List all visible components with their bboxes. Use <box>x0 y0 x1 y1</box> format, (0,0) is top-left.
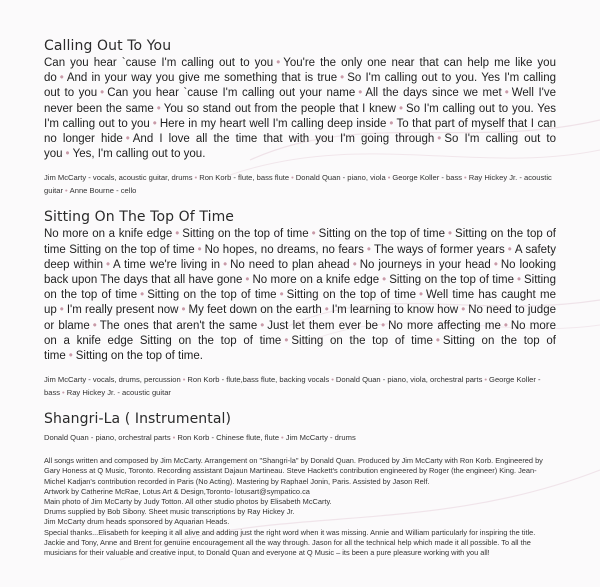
bullet-separator: • <box>331 375 334 385</box>
bullet-separator: • <box>260 319 265 332</box>
notes-paragraph: All songs written and composed by Jim McCarty. Arrangement on "Shangri-la" by Donald Quan. Produced by Jim McCarty with Ron Korb. Engineered by Gary Honess at Q Music, Toronto. Recording assistant Dajaun Martineau. Steve Hackett's contribution engineered by Roger (the engineer) King. Jean-Michel Kadjan's contribution recorded in Paris (No Acting). Mastering by Raphael Jonin, Paris. Assisted by Jason Relf. <box>44 456 543 486</box>
list-item: My feet down on the earth <box>188 304 322 317</box>
list-item: Donald Quan - piano, viola, orchestral parts <box>335 375 483 385</box>
list-item: A safety deep within <box>44 243 556 271</box>
list-item: And in your way you give me something that is true <box>66 72 338 85</box>
list-item: No more on a knife edge Sitting on the top of time <box>44 319 556 347</box>
list-item: You so stand out from the people that I knew <box>163 102 396 115</box>
liner-notes-page <box>44 38 556 558</box>
song-title: Shangri-La ( Instrumental) <box>44 411 232 428</box>
list-item: Donald Quan - piano, viola <box>295 173 386 183</box>
bullet-separator: • <box>140 289 145 302</box>
list-item: Sitting on the top of time <box>44 274 556 302</box>
list-item: Sitting on the top of time <box>291 334 433 347</box>
bullet-separator: • <box>62 388 65 398</box>
bullet-separator: • <box>152 117 157 130</box>
list-item: Ray Hickey Jr. - acoustic guitar <box>66 388 171 398</box>
bullet-separator: • <box>435 334 440 347</box>
song-lyrics <box>44 56 556 162</box>
bullet-separator: • <box>125 133 130 146</box>
list-item: Just let them ever be <box>267 319 379 332</box>
list-item: Yes, I'm calling out to you. <box>72 148 206 161</box>
song-section-2 <box>44 209 556 399</box>
list-item: A time we're living in <box>113 258 221 271</box>
song-credits <box>44 373 556 399</box>
bullet-separator: • <box>448 228 453 241</box>
song-title: Sitting On The Top Of Time <box>44 209 235 226</box>
bullet-separator: • <box>504 87 509 100</box>
list-item: I'm learning to know how <box>331 304 459 317</box>
list-item: Sitting on the top of time <box>147 289 277 302</box>
bullet-separator: • <box>223 258 228 271</box>
list-item: And I love all the time that with you I'm going through <box>132 133 435 146</box>
bullet-separator: • <box>172 433 176 443</box>
list-item: No journeys in your head <box>359 258 491 271</box>
bullet-separator: • <box>100 87 105 100</box>
bullet-separator: • <box>398 102 403 115</box>
bullet-separator: • <box>516 274 521 287</box>
bullet-separator: • <box>284 334 289 347</box>
list-item: Anne Bourne - cello <box>69 186 137 196</box>
bullet-separator: • <box>387 173 391 183</box>
list-item: George Koller - bass <box>392 173 463 183</box>
album-notes <box>44 456 556 558</box>
song-title: Calling Out To You <box>44 38 172 54</box>
list-item: Ron Korb - Chinese flute, flute <box>177 433 280 443</box>
list-item: Sitting on the top of time Sitting on the top of time <box>44 228 556 256</box>
bullet-separator: • <box>503 319 508 332</box>
bullet-separator: • <box>68 350 73 363</box>
bullet-separator: • <box>175 228 180 241</box>
bullet-separator: • <box>245 274 250 287</box>
bullet-separator: • <box>389 117 394 130</box>
song-credits <box>44 431 556 444</box>
bullet-separator: • <box>182 375 186 385</box>
song-lyrics <box>44 227 556 364</box>
list-item: No more affecting me <box>388 319 501 332</box>
list-item: The ones that aren't the same <box>99 319 258 332</box>
bullet-separator: • <box>352 258 357 271</box>
bullet-separator: • <box>493 258 498 271</box>
list-item: Can you hear `cause I'm calling out your name <box>107 87 356 100</box>
list-item: So I'm calling out to you. Yes I'm calling out to you <box>44 72 556 100</box>
list-item: The ways of former years <box>373 243 505 256</box>
list-item: Sitting on the top of time <box>182 228 309 241</box>
list-item: Well I've never been the same <box>44 87 556 115</box>
bullet-separator: • <box>105 258 111 271</box>
list-item: No hopes, no dreams, no fears <box>204 243 364 256</box>
bullet-separator: • <box>340 72 345 85</box>
notes-paragraph: Main photo of Jim McCarty by Judy Totton. All other studio photos by Elisabeth McCarty. <box>44 497 332 507</box>
list-item: Jim McCarty - drums <box>285 433 356 443</box>
bullet-separator: • <box>59 72 64 85</box>
bullet-separator: • <box>464 173 467 183</box>
bullet-separator: • <box>181 304 186 317</box>
list-item: Sitting on the top of time <box>44 334 556 363</box>
bullet-separator: • <box>65 186 68 196</box>
list-item: Jim McCarty - vocals, drums, percussion <box>44 375 181 385</box>
notes-paragraph: Special thanks...Elisabeth for keeping it all alive and adding just the right word when it was missing. Annie and William particularly for inspiring the title. Jackie and Tony, Anne and Brent for genuine encouragement all the way through. Jason for all the technical help which made it all possible. To all the musicians for their valuable and creative input, to Donald Quan and everyone at Q Music – its been a pure pleasure working with you all! <box>44 527 536 558</box>
bullet-separator: • <box>291 173 294 183</box>
bullet-separator: • <box>156 102 161 115</box>
list-item: Sitting on the top of time <box>389 274 514 287</box>
list-item: No need to judge or blame <box>44 304 556 332</box>
bullet-separator: • <box>276 57 281 69</box>
bullet-separator: • <box>197 243 202 256</box>
bullet-separator: • <box>194 173 198 183</box>
list-item: No more on a knife edge <box>44 228 173 241</box>
list-item: You're the only one near that can help me like you do <box>44 57 556 85</box>
bullet-separator: • <box>311 228 316 241</box>
song-section-3 <box>44 411 556 444</box>
list-item: I'm really present now <box>66 304 179 317</box>
list-item: Sitting on the top of time <box>286 289 416 302</box>
bullet-separator: • <box>418 289 423 302</box>
bullet-separator: • <box>437 133 442 146</box>
bullet-separator: • <box>279 289 284 302</box>
bullet-separator: • <box>358 87 363 100</box>
list-item: No looking back upon The days that all have gone <box>44 258 556 287</box>
list-item: No need to plan ahead <box>230 258 350 271</box>
bullet-separator: • <box>366 243 371 256</box>
bullet-separator: • <box>382 274 387 287</box>
song-section-1 <box>44 38 556 197</box>
list-item: Sitting on the top of time. <box>75 350 203 363</box>
bullet-separator: • <box>281 433 284 443</box>
bullet-separator: • <box>461 304 466 317</box>
song-credits <box>44 171 556 197</box>
notes-paragraph: Artwork by Catherine McRae, Lotus Art & Design,Toronto- lotusart@sympatico.ca <box>44 486 310 496</box>
list-item: Well time has caught me up <box>44 289 556 317</box>
bullet-separator: • <box>92 319 97 332</box>
list-item: Jim McCarty - vocals, acoustic guitar, drums <box>44 173 193 183</box>
list-item: Can you hear `cause I'm calling out to you <box>44 57 274 69</box>
bullet-separator: • <box>484 375 488 385</box>
list-item: Donald Quan - piano, orchestral parts <box>44 433 171 443</box>
list-item: To that part of myself that I can no longer hide <box>44 117 556 146</box>
bullet-separator: • <box>65 148 70 161</box>
bullet-separator: • <box>507 243 512 256</box>
bullet-separator: • <box>59 304 64 317</box>
list-item: Ray Hickey Jr. - acoustic guitar <box>44 173 552 196</box>
list-item: George Koller - bass <box>44 375 541 398</box>
notes-paragraph: Drums supplied by Bob Sibony. Sheet music transcriptions by Ray Hickey Jr. <box>44 507 295 517</box>
list-item: So I'm calling out to you. Yes I'm calling out to you <box>44 102 556 130</box>
list-item: No more on a knife edge <box>252 274 380 287</box>
list-item: Ron Korb - flute,bass flute, backing vocals <box>187 375 330 385</box>
bullet-separator: • <box>381 319 386 332</box>
bullet-separator: • <box>324 304 329 317</box>
list-item: Here in my heart well I'm calling deep inside <box>159 117 387 130</box>
list-item: So I'm calling out to you <box>44 133 556 161</box>
list-item: Sitting on the top of time <box>318 228 445 241</box>
notes-paragraph: Jim McCarty drum heads sponsored by Aquarian Heads. <box>44 517 230 527</box>
list-item: Ron Korb - flute, bass flute <box>199 173 290 183</box>
list-item: All the days since we met <box>365 87 502 100</box>
